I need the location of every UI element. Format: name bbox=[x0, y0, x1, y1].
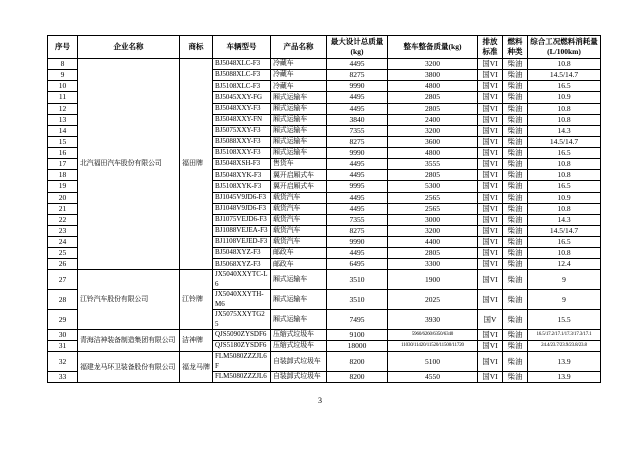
cell-model: BJ5048XLC-F3 bbox=[213, 59, 271, 70]
cell-company-name: 北汽福田汽车股份有限公司 bbox=[78, 59, 180, 270]
cell-fuel-consumption: 16.5/17.2/17.1/17.3/17.3/17.1 bbox=[528, 330, 601, 341]
cell-curb-weight: 3555 bbox=[388, 159, 478, 170]
table-header bbox=[48, 36, 601, 59]
column-header-no: 序号 bbox=[48, 36, 78, 59]
cell-fuel-type: 柴油 bbox=[503, 259, 528, 270]
cell-fuel-consumption: 10.8 bbox=[528, 248, 601, 259]
table-row bbox=[48, 270, 601, 290]
cell-company-name: 福建龙马环卫装备股份有限公司 bbox=[78, 352, 180, 383]
cell-fuel-consumption: 10.8 bbox=[528, 114, 601, 125]
cell-product: 厢式运输车 bbox=[271, 310, 327, 330]
table-row bbox=[48, 352, 601, 372]
cell-fuel-type: 柴油 bbox=[503, 372, 528, 383]
cell-curb-weight: 3800 bbox=[388, 70, 478, 81]
cell-fuel-consumption: 16.5 bbox=[528, 81, 601, 92]
cell-product: 载货汽车 bbox=[271, 203, 327, 214]
cell-model: QJS5180ZYSDF6 bbox=[213, 341, 271, 352]
cell-gvw: 8200 bbox=[327, 352, 388, 372]
cell-no: 10 bbox=[48, 81, 78, 92]
cell-curb-weight: 2805 bbox=[388, 92, 478, 103]
cell-gvw: 3510 bbox=[327, 270, 388, 290]
cell-gvw: 18000 bbox=[327, 341, 388, 352]
cell-fuel-type: 柴油 bbox=[503, 170, 528, 181]
cell-emission-standard: 国VI bbox=[478, 372, 503, 383]
cell-curb-weight: 5960/6260/6350/6340 bbox=[388, 330, 478, 341]
table-body bbox=[48, 59, 601, 383]
cell-fuel-consumption: 9 bbox=[528, 270, 601, 290]
cell-model: BJ5048XXY-FN bbox=[213, 114, 271, 125]
cell-brand-name: 洁神牌 bbox=[180, 330, 213, 352]
cell-fuel-consumption: 14.5/14.7 bbox=[528, 136, 601, 147]
cell-no: 12 bbox=[48, 103, 78, 114]
cell-fuel-consumption: 12.4 bbox=[528, 259, 601, 270]
cell-emission-standard: 国VI bbox=[478, 290, 503, 310]
cell-curb-weight: 1900 bbox=[388, 270, 478, 290]
cell-emission-standard: 国VI bbox=[478, 270, 503, 290]
cell-no: 20 bbox=[48, 192, 78, 203]
cell-model: BJ5108XXY-F3 bbox=[213, 148, 271, 159]
cell-fuel-type: 柴油 bbox=[503, 148, 528, 159]
cell-product: 厢式运输车 bbox=[271, 148, 327, 159]
cell-product: 厢式运输车 bbox=[271, 103, 327, 114]
cell-curb-weight: 2805 bbox=[388, 103, 478, 114]
cell-fuel-type: 柴油 bbox=[503, 225, 528, 236]
cell-product: 厢式运输车 bbox=[271, 136, 327, 147]
cell-emission-standard: 国VI bbox=[478, 214, 503, 225]
column-header-consumption: 综合工况燃料消耗量(L/100km) bbox=[528, 36, 601, 59]
cell-emission-standard: 国VI bbox=[478, 70, 503, 81]
cell-fuel-type: 柴油 bbox=[503, 352, 528, 372]
cell-no: 25 bbox=[48, 248, 78, 259]
cell-product: 载货汽车 bbox=[271, 237, 327, 248]
cell-product: 压缩式垃圾车 bbox=[271, 330, 327, 341]
cell-fuel-type: 柴油 bbox=[503, 248, 528, 259]
cell-curb-weight: 3200 bbox=[388, 59, 478, 70]
cell-fuel-consumption: 10.9 bbox=[528, 192, 601, 203]
cell-gvw: 8275 bbox=[327, 136, 388, 147]
cell-no: 28 bbox=[48, 290, 78, 310]
cell-gvw: 9990 bbox=[327, 81, 388, 92]
cell-product: 厢式运输车 bbox=[271, 92, 327, 103]
cell-curb-weight: 3000 bbox=[388, 214, 478, 225]
cell-no: 21 bbox=[48, 203, 78, 214]
cell-curb-weight: 4800 bbox=[388, 81, 478, 92]
cell-emission-standard: 国VI bbox=[478, 225, 503, 236]
cell-fuel-consumption: 15.5 bbox=[528, 310, 601, 330]
cell-curb-weight: 4400 bbox=[388, 237, 478, 248]
column-header-fuel: 燃料种类 bbox=[503, 36, 528, 59]
cell-brand-name: 福龙马牌 bbox=[180, 352, 213, 383]
cell-emission-standard: 国VI bbox=[478, 81, 503, 92]
cell-curb-weight: 11030/11420/11520/11500/11720 bbox=[388, 341, 478, 352]
cell-no: 9 bbox=[48, 70, 78, 81]
page-number: 3 bbox=[318, 396, 322, 405]
cell-no: 11 bbox=[48, 92, 78, 103]
cell-fuel-consumption: 16.5 bbox=[528, 148, 601, 159]
cell-product: 载货汽车 bbox=[271, 192, 327, 203]
cell-fuel-consumption: 16.5 bbox=[528, 237, 601, 248]
cell-fuel-consumption: 10.8 bbox=[528, 103, 601, 114]
column-header-brand: 商标 bbox=[180, 36, 213, 59]
cell-no: 13 bbox=[48, 114, 78, 125]
cell-fuel-consumption: 10.8 bbox=[528, 203, 601, 214]
cell-company-name: 青海洁神装备制造集团有限公司 bbox=[78, 330, 180, 352]
cell-no: 31 bbox=[48, 341, 78, 352]
header-row bbox=[48, 36, 601, 59]
cell-fuel-consumption: 24.4/23.7/23.9/23.8/23.8 bbox=[528, 341, 601, 352]
cell-fuel-consumption: 10.9 bbox=[528, 92, 601, 103]
cell-no: 27 bbox=[48, 270, 78, 290]
cell-fuel-type: 柴油 bbox=[503, 214, 528, 225]
cell-no: 22 bbox=[48, 214, 78, 225]
cell-fuel-type: 柴油 bbox=[503, 59, 528, 70]
cell-gvw: 9100 bbox=[327, 330, 388, 341]
cell-product: 厢式运输车 bbox=[271, 114, 327, 125]
cell-no: 16 bbox=[48, 148, 78, 159]
cell-product: 邮政车 bbox=[271, 259, 327, 270]
cell-product: 厢式运输车 bbox=[271, 125, 327, 136]
cell-fuel-type: 柴油 bbox=[503, 192, 528, 203]
cell-fuel-type: 柴油 bbox=[503, 341, 528, 352]
vehicle-table bbox=[47, 35, 601, 383]
cell-brand-name: 江铃牌 bbox=[180, 270, 213, 330]
cell-curb-weight: 2805 bbox=[388, 170, 478, 181]
cell-fuel-type: 柴油 bbox=[503, 237, 528, 248]
cell-emission-standard: 国VI bbox=[478, 259, 503, 270]
cell-model: BJ5088XLC-F3 bbox=[213, 70, 271, 81]
table-row bbox=[48, 59, 601, 70]
cell-product: 自装卸式垃圾车 bbox=[271, 352, 327, 372]
cell-model: BJ5048XXY-F3 bbox=[213, 103, 271, 114]
cell-no: 30 bbox=[48, 330, 78, 341]
cell-gvw: 4495 bbox=[327, 203, 388, 214]
cell-curb-weight: 3200 bbox=[388, 225, 478, 236]
column-header-company: 企业名称 bbox=[78, 36, 180, 59]
cell-product: 载货汽车 bbox=[271, 214, 327, 225]
cell-product: 厢式运输车 bbox=[271, 290, 327, 310]
cell-gvw: 4495 bbox=[327, 170, 388, 181]
cell-fuel-consumption: 10.8 bbox=[528, 170, 601, 181]
cell-gvw: 4495 bbox=[327, 248, 388, 259]
cell-curb-weight: 2565 bbox=[388, 203, 478, 214]
cell-gvw: 4495 bbox=[327, 59, 388, 70]
cell-emission-standard: 国VI bbox=[478, 59, 503, 70]
cell-curb-weight: 3930 bbox=[388, 310, 478, 330]
cell-product: 翼开启厢式车 bbox=[271, 181, 327, 192]
cell-curb-weight: 2805 bbox=[388, 248, 478, 259]
cell-emission-standard: 国VI bbox=[478, 170, 503, 181]
cell-fuel-consumption: 10.8 bbox=[528, 159, 601, 170]
cell-curb-weight: 2565 bbox=[388, 192, 478, 203]
cell-no: 14 bbox=[48, 125, 78, 136]
cell-fuel-consumption: 13.9 bbox=[528, 352, 601, 372]
cell-curb-weight: 5300 bbox=[388, 181, 478, 192]
cell-gvw: 9990 bbox=[327, 237, 388, 248]
cell-emission-standard: 国VI bbox=[478, 159, 503, 170]
cell-no: 24 bbox=[48, 237, 78, 248]
cell-product: 翼开启厢式车 bbox=[271, 170, 327, 181]
cell-model: BJ1048V9JD6-F3 bbox=[213, 203, 271, 214]
cell-fuel-type: 柴油 bbox=[503, 270, 528, 290]
cell-no: 8 bbox=[48, 59, 78, 70]
cell-gvw: 4495 bbox=[327, 92, 388, 103]
cell-no: 19 bbox=[48, 181, 78, 192]
cell-fuel-consumption: 13.9 bbox=[528, 372, 601, 383]
cell-fuel-consumption: 14.5/14.7 bbox=[528, 70, 601, 81]
cell-gvw: 6495 bbox=[327, 259, 388, 270]
cell-emission-standard: 国VI bbox=[478, 203, 503, 214]
cell-fuel-consumption: 14.3 bbox=[528, 214, 601, 225]
cell-gvw: 8275 bbox=[327, 70, 388, 81]
cell-emission-standard: 国VI bbox=[478, 92, 503, 103]
cell-emission-standard: 国VI bbox=[478, 330, 503, 341]
cell-gvw: 7495 bbox=[327, 310, 388, 330]
cell-curb-weight: 3200 bbox=[388, 125, 478, 136]
cell-curb-weight: 3600 bbox=[388, 136, 478, 147]
column-header-product: 产品名称 bbox=[271, 36, 327, 59]
cell-emission-standard: 国V bbox=[478, 310, 503, 330]
cell-model: BJ5108XYK-F3 bbox=[213, 181, 271, 192]
cell-emission-standard: 国VI bbox=[478, 103, 503, 114]
cell-model: BJ5108XLC-F3 bbox=[213, 81, 271, 92]
cell-model: BJ1075VEJD6-F3 bbox=[213, 214, 271, 225]
cell-product: 冷藏车 bbox=[271, 70, 327, 81]
cell-fuel-type: 柴油 bbox=[503, 136, 528, 147]
cell-model: BJ5088XXY-F3 bbox=[213, 136, 271, 147]
cell-fuel-type: 柴油 bbox=[503, 114, 528, 125]
cell-no: 17 bbox=[48, 159, 78, 170]
cell-gvw: 7355 bbox=[327, 125, 388, 136]
cell-no: 33 bbox=[48, 372, 78, 383]
cell-model: FLM5080ZZZJL6F bbox=[213, 352, 271, 372]
cell-gvw: 4495 bbox=[327, 159, 388, 170]
column-header-emission: 排放标准 bbox=[478, 36, 503, 59]
cell-emission-standard: 国VI bbox=[478, 237, 503, 248]
cell-fuel-consumption: 14.5/14.7 bbox=[528, 225, 601, 236]
cell-no: 23 bbox=[48, 225, 78, 236]
cell-curb-weight: 2400 bbox=[388, 114, 478, 125]
cell-gvw: 4495 bbox=[327, 192, 388, 203]
cell-fuel-type: 柴油 bbox=[503, 103, 528, 114]
cell-no: 26 bbox=[48, 259, 78, 270]
cell-model: BJ1045V9JD6-F3 bbox=[213, 192, 271, 203]
cell-gvw: 7355 bbox=[327, 214, 388, 225]
cell-gvw: 8200 bbox=[327, 372, 388, 383]
cell-fuel-type: 柴油 bbox=[503, 181, 528, 192]
cell-emission-standard: 国VI bbox=[478, 148, 503, 159]
cell-fuel-type: 柴油 bbox=[503, 125, 528, 136]
cell-fuel-type: 柴油 bbox=[503, 310, 528, 330]
cell-emission-standard: 国VI bbox=[478, 352, 503, 372]
cell-emission-standard: 国VI bbox=[478, 248, 503, 259]
cell-model: QJS5090ZYSDF6 bbox=[213, 330, 271, 341]
cell-fuel-type: 柴油 bbox=[503, 159, 528, 170]
cell-model: BJ5045XXY-FG bbox=[213, 92, 271, 103]
cell-gvw: 3840 bbox=[327, 114, 388, 125]
cell-gvw: 8275 bbox=[327, 225, 388, 236]
cell-fuel-consumption: 16.5 bbox=[528, 181, 601, 192]
cell-product: 厢式运输车 bbox=[271, 270, 327, 290]
cell-no: 29 bbox=[48, 310, 78, 330]
cell-emission-standard: 国VI bbox=[478, 125, 503, 136]
cell-model: FLM5080ZZZJL6 bbox=[213, 372, 271, 383]
cell-product: 压缩式垃圾车 bbox=[271, 341, 327, 352]
cell-fuel-type: 柴油 bbox=[503, 81, 528, 92]
cell-curb-weight: 4550 bbox=[388, 372, 478, 383]
cell-model: BJ5048XSH-F3 bbox=[213, 159, 271, 170]
cell-model: JX5040XXYTH-M6 bbox=[213, 290, 271, 310]
cell-gvw: 9995 bbox=[327, 181, 388, 192]
cell-product: 载货汽车 bbox=[271, 225, 327, 236]
cell-fuel-consumption: 10.8 bbox=[528, 59, 601, 70]
cell-no: 32 bbox=[48, 352, 78, 372]
cell-model: BJ1088VEJEA-F3 bbox=[213, 225, 271, 236]
cell-fuel-consumption: 9 bbox=[528, 290, 601, 310]
cell-model: JX5075XXYTG25 bbox=[213, 310, 271, 330]
cell-model: BJ1108VEJED-F3 bbox=[213, 237, 271, 248]
cell-gvw: 9990 bbox=[327, 148, 388, 159]
cell-emission-standard: 国VI bbox=[478, 136, 503, 147]
cell-no: 18 bbox=[48, 170, 78, 181]
cell-gvw: 4495 bbox=[327, 103, 388, 114]
cell-curb-weight: 3300 bbox=[388, 259, 478, 270]
cell-emission-standard: 国VI bbox=[478, 341, 503, 352]
cell-brand-name: 福田牌 bbox=[180, 59, 213, 270]
cell-fuel-type: 柴油 bbox=[503, 70, 528, 81]
cell-product: 自装卸式垃圾车 bbox=[271, 372, 327, 383]
cell-curb-weight: 5100 bbox=[388, 352, 478, 372]
cell-curb-weight: 2025 bbox=[388, 290, 478, 310]
cell-fuel-type: 柴油 bbox=[503, 92, 528, 103]
column-header-gvw: 最大设计总质量(kg) bbox=[327, 36, 388, 59]
cell-fuel-type: 柴油 bbox=[503, 330, 528, 341]
cell-model: BJ5075XXY-F3 bbox=[213, 125, 271, 136]
column-header-model: 车辆型号 bbox=[213, 36, 271, 59]
cell-fuel-type: 柴油 bbox=[503, 203, 528, 214]
cell-curb-weight: 4800 bbox=[388, 148, 478, 159]
cell-no: 15 bbox=[48, 136, 78, 147]
cell-fuel-type: 柴油 bbox=[503, 290, 528, 310]
table-row bbox=[48, 330, 601, 341]
cell-fuel-consumption: 14.3 bbox=[528, 125, 601, 136]
cell-gvw: 3510 bbox=[327, 290, 388, 310]
column-header-curb: 整车整备质量(kg) bbox=[388, 36, 478, 59]
cell-emission-standard: 国VI bbox=[478, 192, 503, 203]
cell-product: 冷藏车 bbox=[271, 81, 327, 92]
cell-model: JX5040XXYTC-L6 bbox=[213, 270, 271, 290]
cell-product: 邮政车 bbox=[271, 248, 327, 259]
cell-model: BJ5068XYZ-F3 bbox=[213, 259, 271, 270]
cell-emission-standard: 国VI bbox=[478, 114, 503, 125]
cell-emission-standard: 国VI bbox=[478, 181, 503, 192]
cell-company-name: 江铃汽车股份有限公司 bbox=[78, 270, 180, 330]
cell-model: BJ5048XYZ-F3 bbox=[213, 248, 271, 259]
cell-product: 售货车 bbox=[271, 159, 327, 170]
cell-product: 冷藏车 bbox=[271, 59, 327, 70]
cell-model: BJ5048XYK-F3 bbox=[213, 170, 271, 181]
